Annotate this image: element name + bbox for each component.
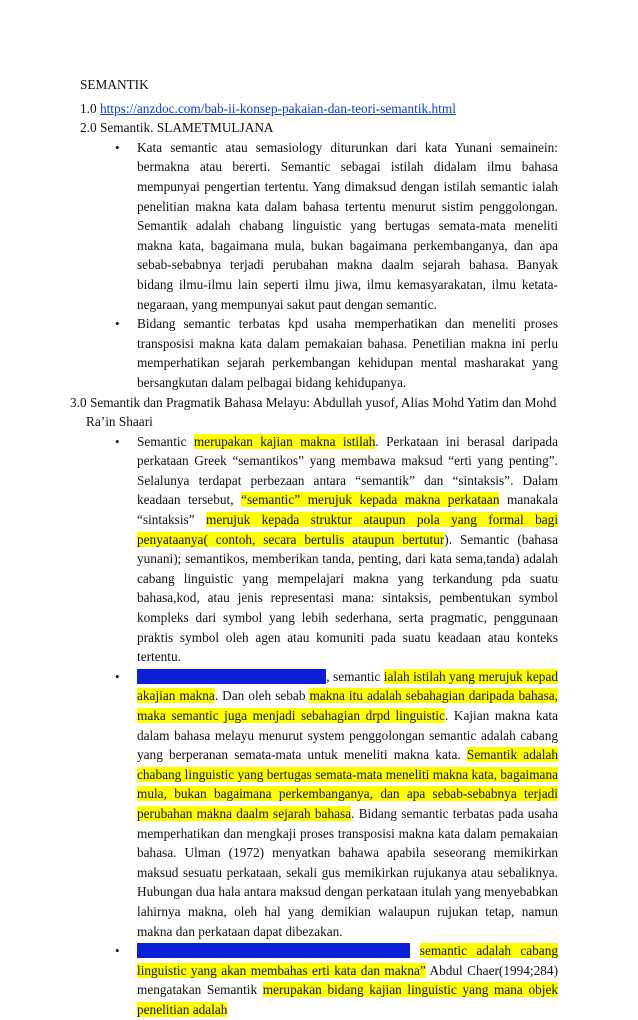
highlight-yellow: makna itu adalah sebahagian daripada bahasa, maka semantic juga menjadi sebahagian drpd linguistic [137,688,558,723]
highlight-yellow: Semantik adalah chabang linguistic yang bertugas semata-mata meneliti makna kata, bagaimana mula, bukan bagaimana perkembanganya, dan apa sebab-sebabnya terjadi perubahan makna daalm sejarah bahasa [137,747,558,821]
doc-title: SEMANTIK [80,77,149,92]
text-run: . Dan oleh sebab [214,688,310,704]
text-run: . Perkataan ini berasal daripada perkataan Greek “semantikos” yang membawa maksud “erti yang penting”. Selalunya terdapat perbezaan antara “semantik” dan “sintaksis”. Dalam keadaan tersebut, [137,433,558,508]
highlight-yellow: merupakan bidang kajian linguistic yang mana objek penelitian adalah [137,982,558,1017]
highlight-blue: J.W.M. verhaar (1996:13) berpendapat bahawa [137,943,411,959]
section-3-line-2: Ra’in Shaari [86,414,153,430]
list-item: • Kata semantic atau semasiology diturunkan dari kata Yunani semainein: bermakna atau bererti. Semantic sebagai istilah didalam ilmu bahasa mempunyai pengertian tertentu. Yang dimaksud dengan istilah semantic ialah penelitian makna kata dalam bahasa tertentu menurut sistim penggolongan. Semantik adalah chabang linguistic yang bertugas semata-mata meneliti makna kata, bagaimana mula, bukan bagaimana perkembanganya, dan apa sebab-sebabnya terjadi perubahan makna daalm sejarah bahasa. Banyak bidang ilmu-ilmu lain seperti ilmu jiwa, ilmu kemasyarakatan, ilmu ketata-negaraan, yang mempunyai sakut paut dengan semantic. [137,138,558,314]
list-item [137,941,558,1019]
text-run: ). Semantic (bahasa yunani); semantikos, memberikan tanda, penting, dari kata sema,tanda) adalah cabang linguistic yang mempelajari makna yang terkandung pda suatu bahasa,kod, atau jenis representasi mana: sintaksis, pembentukan symbol kompleks dari symbol yang lebih sederhana, serta pragmatic, penggunaan praktis symbol oleh agen atau komuniti pada suatu keadaan atau konteks tertentu. [137,531,558,665]
highlight-yellow: semantic adalah cabang linguistic yang akan membahas erti kata dan makna” [137,943,558,978]
list-item [137,667,558,941]
section-3-heading [70,393,558,432]
section-3-list [80,432,558,1020]
highlight-blue: Menurut Abdullah Hassan (1987:2) [137,668,327,684]
document-content [70,75,559,1020]
highlight-yellow: ialah istilah yang merujuk kepad akajian makna [137,668,558,704]
text-run: Semantic [137,433,194,449]
section-2-list [80,138,558,393]
list-item: • Bidang semantic terbatas kpd usaha memperhatikan dan meneliti proses transposisi makna kata dalam pemakaian bahasa. Penetilian makna ini perlu memperhatikan sejarah perkembangan kehidupan mental masharakat yang bersangkutan dalam pelbagai bidang kehidupanya. [137,314,558,392]
ref-1 [80,99,558,119]
highlight-yellow: merupakan kajian makna istilah [193,433,376,449]
text-run: . Kajian makna kata dalam bahasa melayu menurut system penggolongan semantic adalah cabang yang berperanan semata-mata untuk meneliti makna kata. [137,708,558,763]
text-run [410,943,419,958]
ref-1-number: 1.0 [80,100,97,116]
text-run: . Bidang semantic terbatas pada usaha memperhatikan dan mengkaji proses transposisi makna kata dalam pemakaian bahasa. Ulman (1972) menyatkan bahawa apabila seseorang memikirkan maksud sesuatu perkataan, sekali gus memikirkan rujukanya atau sebaliknya. Hubungan dua hala antara maksud dengan perkataan itulah yang menyebabkan lahirnya makna, oleh hal yang demikian walaupun rujukan tetap, namun makna dan perkataan dapat dibezakan. [137,805,558,939]
source-link[interactable]: https://anzdoc.com/bab-ii-konsep-pakaian-dan-teori-semantik.html [99,100,456,116]
ref-2: 2.0 Semantik. SLAMETMULJANA [80,120,274,136]
text-run: Abdul Chaer(1994;284) mengatakan Semantik [137,962,559,998]
highlight-yellow: merujuk kepada struktur ataupun pola yang formal bagi penyataanya( contoh, secara bertulis ataupun bertutur [137,512,559,547]
section-3-line-1: 3.0 Semantik dan Pragmatik Bahasa Melayu: Abdullah yusof, Alias Mohd Yatim dan Mohd [70,394,557,410]
highlight-yellow: “semantic” merujuk kepada makna perkataan [241,492,500,508]
text-run: , semantic [326,668,384,684]
list-item [137,432,558,667]
text-run: manakala “sintaksis” [137,492,558,528]
